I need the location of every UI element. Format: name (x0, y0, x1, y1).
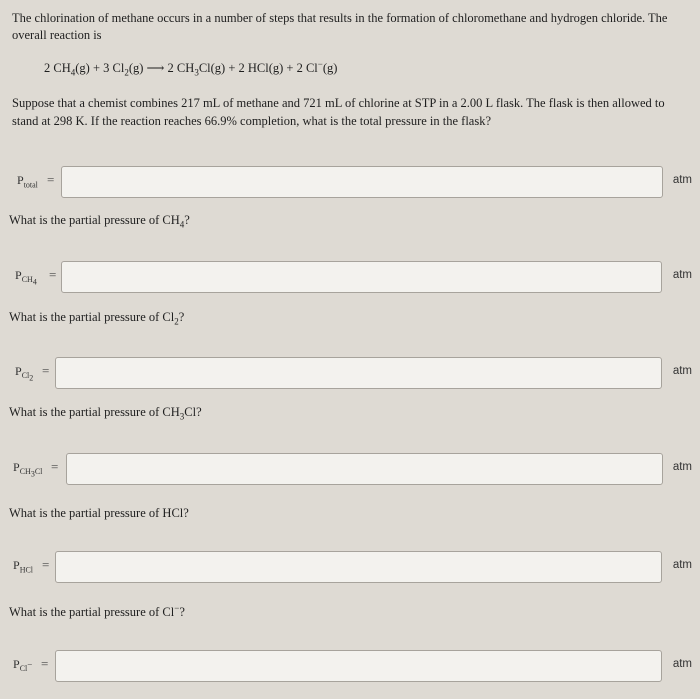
answer-row-pch4 (0, 261, 700, 293)
pch3cl-input[interactable] (66, 453, 663, 485)
unit-label: atm (672, 174, 692, 186)
pcl2-input[interactable] (55, 357, 662, 389)
pch4-label: $P_{CH_4}$ (15, 268, 37, 287)
pcl2-label: $P_{Cl_2}$ (15, 364, 34, 383)
pcl-minus-label: $P_{Cl^-}$ (13, 657, 33, 674)
ptotal-label: $P_{total}$ (17, 173, 38, 190)
phcl-input[interactable] (55, 551, 662, 583)
pch3cl-label: $P_{CH_3Cl}$ (13, 460, 43, 479)
equals-sign: = (42, 557, 50, 572)
question-ch3cl: What is the partial pressure of $CH_3Cl$? (9, 405, 202, 422)
unit-label: atm (672, 658, 692, 670)
scenario-text: Suppose that a chemist combines 217 mL of methane and 721 mL of chlorine at STP in a 2.00 L flask. The flask is then allowed to stand at 298 K. If the reaction reaches 66.9% completion, what is the total pressure in the flask? (12, 96, 665, 128)
unit-label: atm (672, 269, 692, 281)
unit-label: atm (672, 559, 692, 571)
answer-row-phcl (0, 551, 700, 583)
ptotal-input[interactable] (61, 166, 663, 198)
question-hcl: What is the partial pressure of HCl? (9, 506, 189, 520)
phcl-label: $P_{HCl}$ (13, 558, 34, 575)
equals-sign: = (41, 656, 49, 671)
answer-row-pcl2 (0, 357, 700, 389)
answer-row-pcl-minus (0, 650, 700, 682)
unit-label: atm (672, 461, 692, 473)
intro-text: The chlorination of methane occurs in a number of steps that results in the formation of chloromethane and hydrogen chloride. The overall reaction is (12, 11, 668, 42)
question-cl2: What is the partial pressure of $Cl_2$? (9, 310, 185, 327)
unit-label: atm (672, 365, 692, 377)
pcl-minus-input[interactable] (55, 650, 662, 682)
equals-sign: = (51, 459, 59, 474)
equals-sign: = (42, 363, 50, 378)
equals-sign: = (49, 267, 57, 282)
equals-sign: = (47, 172, 55, 187)
reaction-text: 2 $CH_4(g) + 3$ $Cl_2(g)$ ⟶ 2 $CH_3Cl(g) + 2$ HCl(g) + 2 Cl−(g) (44, 59, 338, 78)
reaction-equation (44, 59, 337, 78)
question-ch4: What is the partial pressure of $CH_4$? (9, 213, 190, 230)
answer-row-pch3cl (0, 453, 700, 485)
answer-row-ptotal (0, 166, 700, 198)
question-cl-minus: What is the partial pressure of Cl−? (9, 603, 185, 620)
pch4-input[interactable] (61, 261, 662, 293)
